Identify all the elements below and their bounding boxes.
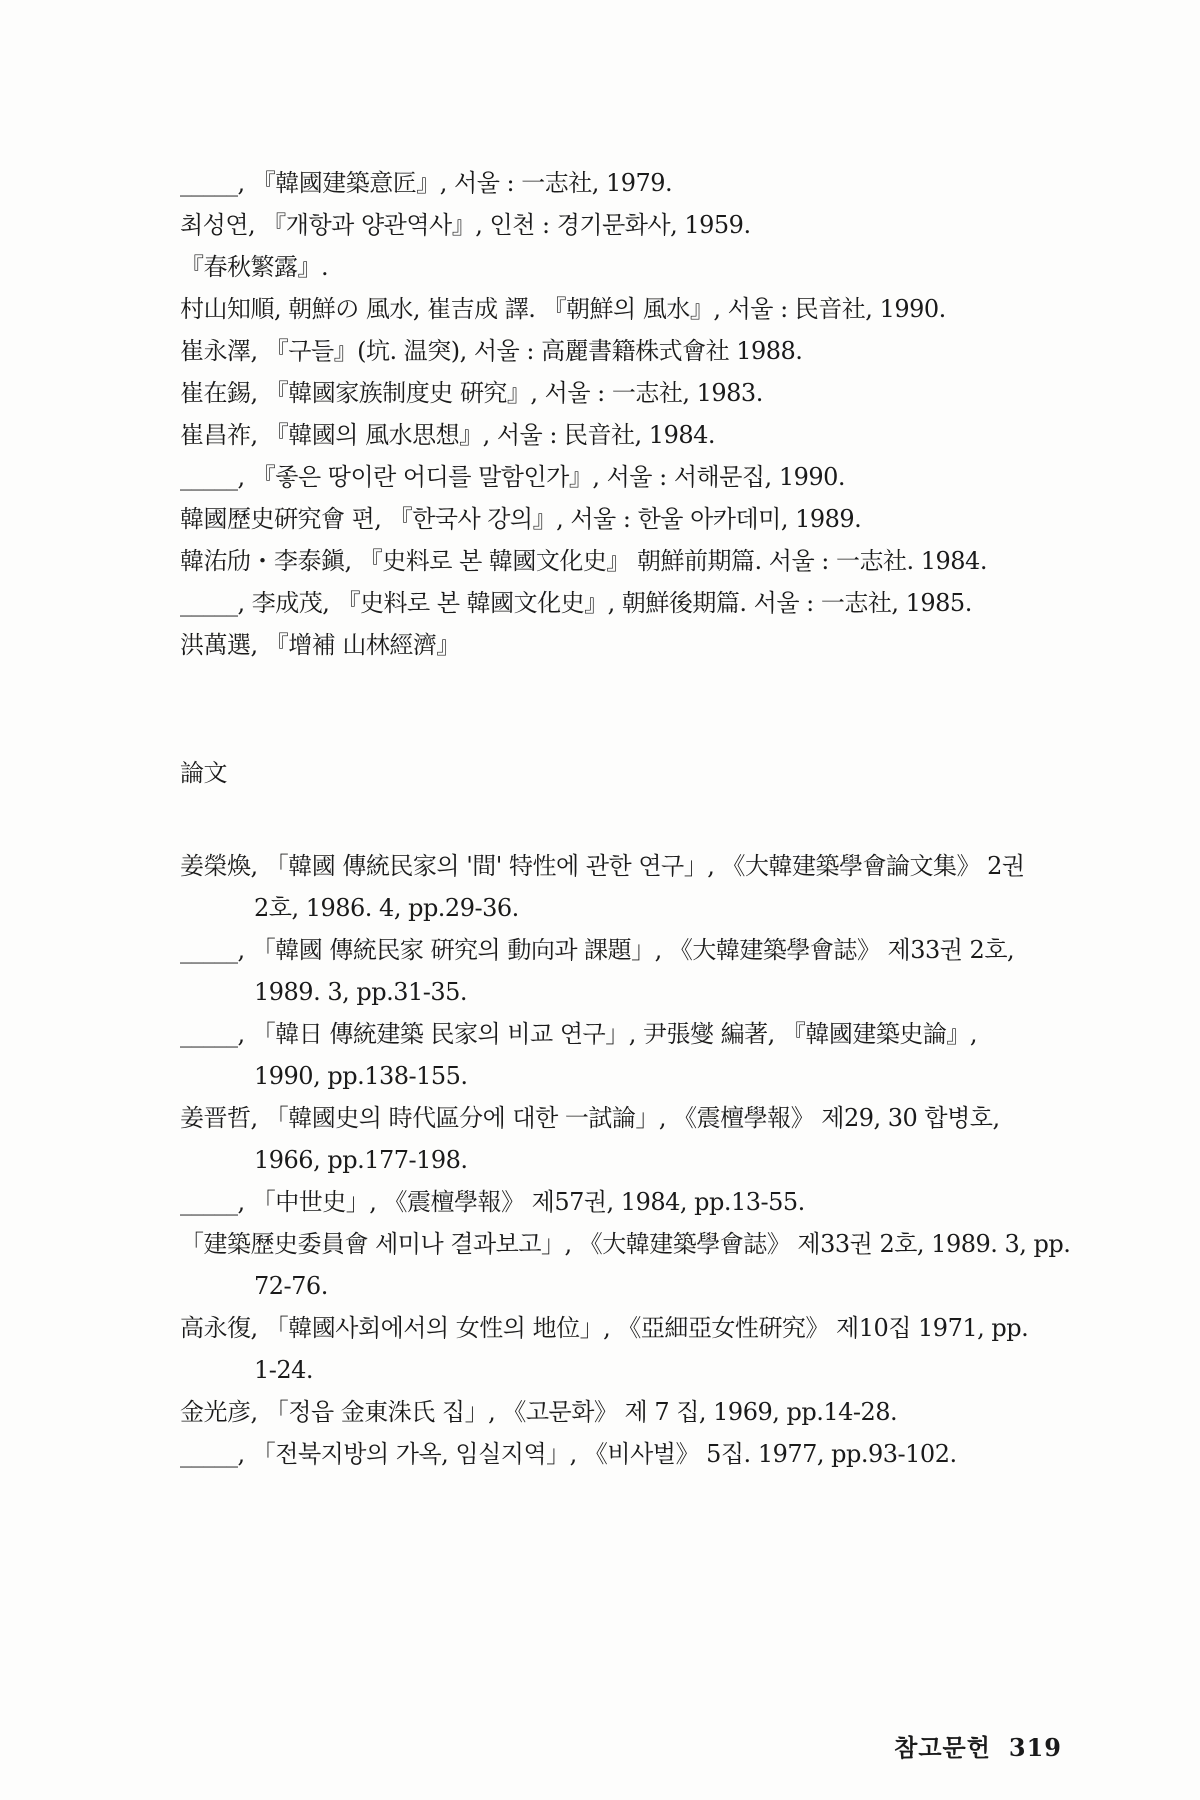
paper-references xyxy=(180,845,1080,1475)
reference-entry: 高永復, 「韓國사회에서의 女性의 地位」, 《亞細亞女性硏究》 제10집 1971, pp. xyxy=(180,1314,1029,1342)
section-title: 論文 xyxy=(180,759,227,787)
reference-entry: 『春秋繁露』. xyxy=(180,253,329,281)
reference-entry: 金光彦, 「정읍 金東洙氏 집」, 《고문화》 제 7 집, 1969, pp.14-28. xyxy=(180,1398,898,1426)
page-number: 319 xyxy=(1008,1733,1062,1762)
reference-entry: _____, 『韓國建築意匠』, 서울 : 一志社, 1979. xyxy=(180,169,673,197)
reference-entry: 姜榮煥, 「韓國 傳統民家의 '間' 特性에 관한 연구」, 《大韓建築學會論文集》 2권 xyxy=(180,852,1025,880)
reference-continuation: 1-24. xyxy=(254,1356,314,1384)
reference-entry: _____, 「전북지방의 가옥, 임실지역」, 《비사벌》 5집. 1977, pp.93-102. xyxy=(180,1440,957,1468)
reference-entry: _____, 『좋은 땅이란 어디를 말함인가』, 서울 : 서해문집, 1990. xyxy=(180,463,846,491)
reference-entry: 崔昌祚, 『韓國의 風水思想』, 서울 : 民音社, 1984. xyxy=(180,421,716,449)
reference-entry: _____, 李成茂, 『史料로 본 韓國文化史』, 朝鮮後期篇. 서울 : 一志社, 1985. xyxy=(180,589,972,617)
page-footer xyxy=(894,1733,1062,1763)
reference-entry: 姜晋哲, 「韓國史의 時代區分에 대한 一試論」, 《震檀學報》 제29, 30 합병호, xyxy=(180,1104,1000,1132)
reference-continuation: 1966, pp.177-198. xyxy=(254,1146,468,1174)
reference-entry: 崔在錫, 『韓國家族制度史 硏究』, 서울 : 一志社, 1983. xyxy=(180,379,763,407)
reference-entry: 韓㳓劤・李泰鎭, 『史料로 본 韓國文化史』 朝鮮前期篇. 서울 : 一志社. 1984. xyxy=(180,547,987,575)
reference-continuation: 1990, pp.138-155. xyxy=(254,1062,468,1090)
reference-entry: _____, 「中世史」, 《震檀學報》 제57권, 1984, pp.13-55. xyxy=(180,1188,805,1216)
book-references xyxy=(180,162,1080,666)
reference-entry: 「建築歷史委員會 세미나 결과보고」, 《大韓建築學會誌》 제33권 2호, 1989. 3, pp. xyxy=(180,1230,1071,1258)
reference-entry: 최성연, 『개항과 양관역사』, 인천 : 경기문화사, 1959. xyxy=(180,211,751,239)
reference-entry: 韓國歷史硏究會 편, 『한국사 강의』, 서울 : 한울 아카데미, 1989. xyxy=(180,505,862,533)
reference-entry: _____, 「韓國 傳統民家 硏究의 動向과 課題」, 《大韓建築學會誌》 제33권 2호, xyxy=(180,936,1015,964)
reference-entry: 洪萬選, 『增補 山林經濟』 xyxy=(180,631,460,659)
reference-entry: 村山知順, 朝鮮の 風水, 崔吉成 譯. 『朝鮮의 風水』, 서울 : 民音社, 1990. xyxy=(180,295,946,323)
reference-continuation: 2호, 1986. 4, pp.29-36. xyxy=(254,894,519,922)
footer-label: 참고문헌 xyxy=(894,1734,991,1762)
reference-continuation: 1989. 3, pp.31-35. xyxy=(254,978,468,1006)
reference-entry: _____, 「韓日 傳統建築 民家의 비교 연구」, 尹張燮 編著, 『韓國建築史論』, xyxy=(180,1020,977,1048)
reference-continuation: 72-76. xyxy=(254,1272,328,1300)
reference-entry: 崔永澤, 『구들』(坑. 温突), 서울 : 高麗書籍株式會社 1988. xyxy=(180,337,803,365)
